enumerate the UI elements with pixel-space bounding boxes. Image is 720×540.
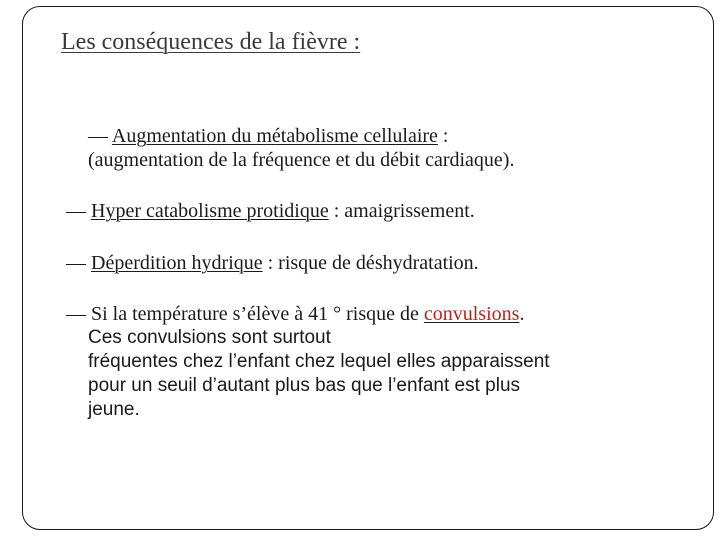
convulsions-detail-line: pour un seuil d’autant plus bas que l’enfant est plus bbox=[88, 375, 521, 396]
consequence-item-catabolism bbox=[66, 199, 475, 223]
consequence-item-convulsions bbox=[66, 302, 550, 422]
item-term: Déperdition hydrique bbox=[91, 252, 263, 274]
highlight-term-convulsions: convulsions bbox=[423, 303, 520, 325]
item-lead: Si la température s’élève à 41 ° risque de bbox=[86, 303, 424, 325]
item-separator: : amaigrissement. bbox=[328, 200, 475, 222]
convulsions-detail-line: jeune. bbox=[88, 399, 140, 420]
em-dash: — bbox=[66, 200, 86, 222]
consequence-item-dehydration bbox=[66, 251, 479, 275]
convulsions-detail-line: fréquentes chez l’enfant chez lequel elles apparaissent bbox=[88, 351, 550, 372]
consequence-item-metabolism bbox=[88, 124, 514, 172]
convulsions-detail-line: Ces convulsions sont surtout bbox=[88, 327, 331, 348]
em-dash: — bbox=[88, 125, 108, 147]
em-dash: — bbox=[66, 252, 86, 274]
item-term: Hyper catabolisme protidique bbox=[91, 200, 329, 222]
item-first-line bbox=[66, 302, 550, 326]
item-continuation: (augmentation de la fréquence et du débit cardiaque). bbox=[88, 149, 515, 171]
item-first-line bbox=[66, 251, 479, 275]
item-first-line bbox=[66, 199, 475, 223]
item-term: Augmentation du métabolisme cellulaire bbox=[111, 125, 438, 147]
slide-title: Les conséquences de la fièvre : bbox=[61, 29, 361, 55]
item-first-line bbox=[88, 124, 514, 148]
item-separator: : bbox=[437, 125, 449, 147]
em-dash: — bbox=[66, 303, 86, 325]
item-separator: : risque de déshydratation. bbox=[262, 252, 479, 274]
item-tail: . bbox=[519, 303, 525, 325]
